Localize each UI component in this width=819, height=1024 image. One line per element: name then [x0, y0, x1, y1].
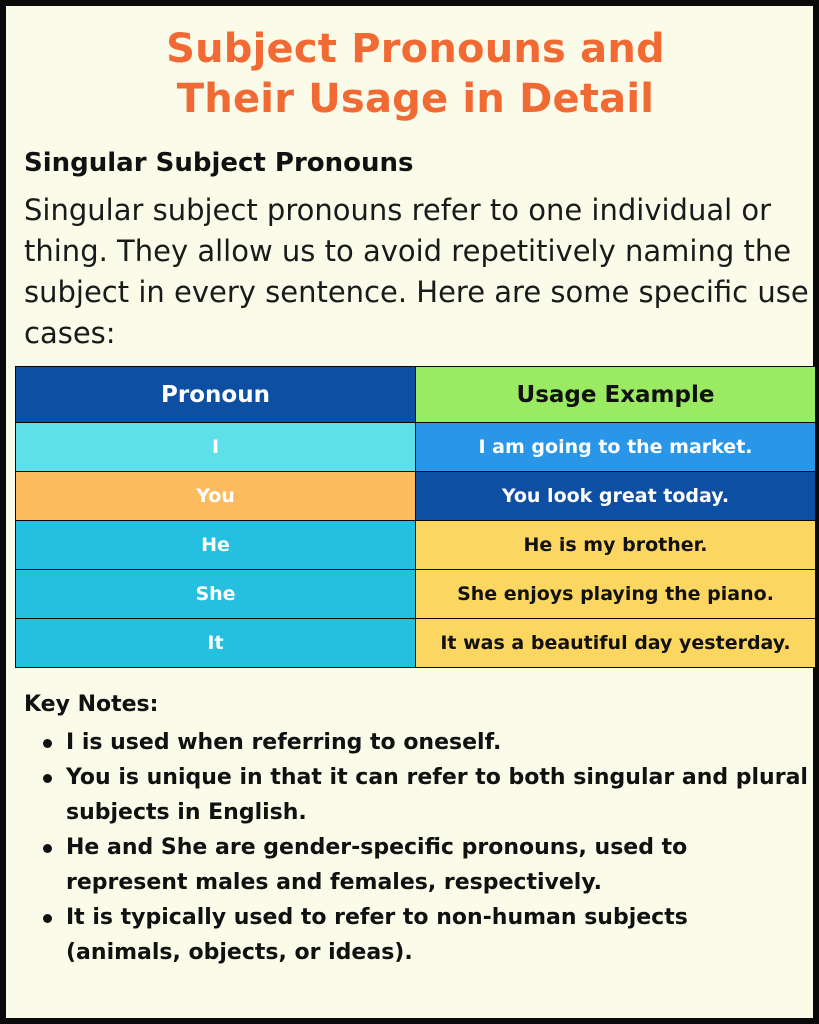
example-cell: It was a beautiful day yesterday.	[416, 619, 816, 668]
note-text: It is typically used to refer to non-human subjects (animals, objects, or ideas).	[66, 905, 688, 965]
bullet-icon	[43, 844, 52, 853]
pronoun-cell: He	[16, 521, 416, 570]
list-item	[66, 900, 809, 970]
bullet-icon	[43, 914, 52, 923]
title-line-2: Their Usage in Detail	[176, 76, 655, 122]
page-title	[6, 24, 819, 124]
header-usage-example: Usage Example	[416, 367, 816, 423]
pronoun-cell: It	[16, 619, 416, 668]
table-row	[16, 570, 816, 619]
pronoun-cell: I	[16, 423, 416, 472]
table-header-row	[16, 367, 816, 423]
header-pronoun: Pronoun	[16, 367, 416, 423]
list-item	[66, 725, 809, 760]
intro-paragraph: Singular subject pronouns refer to one individual or thing. They allow us to avoid repetitively naming the subject in every sentence. Here are some specific use cases:	[24, 193, 809, 350]
note-text: You is unique in that it can refer to both singular and plural subjects in English.	[66, 765, 808, 825]
example-cell: You look great today.	[416, 472, 816, 521]
list-item	[66, 760, 809, 830]
note-text: I is used when referring to oneself.	[66, 730, 502, 755]
example-cell: I am going to the market.	[416, 423, 816, 472]
section-heading: Singular Subject Pronouns	[24, 148, 414, 178]
key-notes-list	[24, 725, 809, 970]
table-row	[16, 423, 816, 472]
list-item	[66, 830, 809, 900]
key-notes-heading: Key Notes:	[24, 692, 159, 717]
example-cell: He is my brother.	[416, 521, 816, 570]
table-row	[16, 472, 816, 521]
example-cell: She enjoys playing the piano.	[416, 570, 816, 619]
bullet-icon	[43, 774, 52, 783]
bullet-icon	[43, 739, 52, 748]
pronoun-table	[15, 366, 816, 668]
pronoun-cell: She	[16, 570, 416, 619]
table-row	[16, 619, 816, 668]
note-text: He and She are gender-specific pronouns, used to represent males and females, respectively.	[66, 835, 688, 895]
pronoun-cell: You	[16, 472, 416, 521]
title-line-1: Subject Pronouns and	[166, 26, 665, 72]
table-row	[16, 521, 816, 570]
